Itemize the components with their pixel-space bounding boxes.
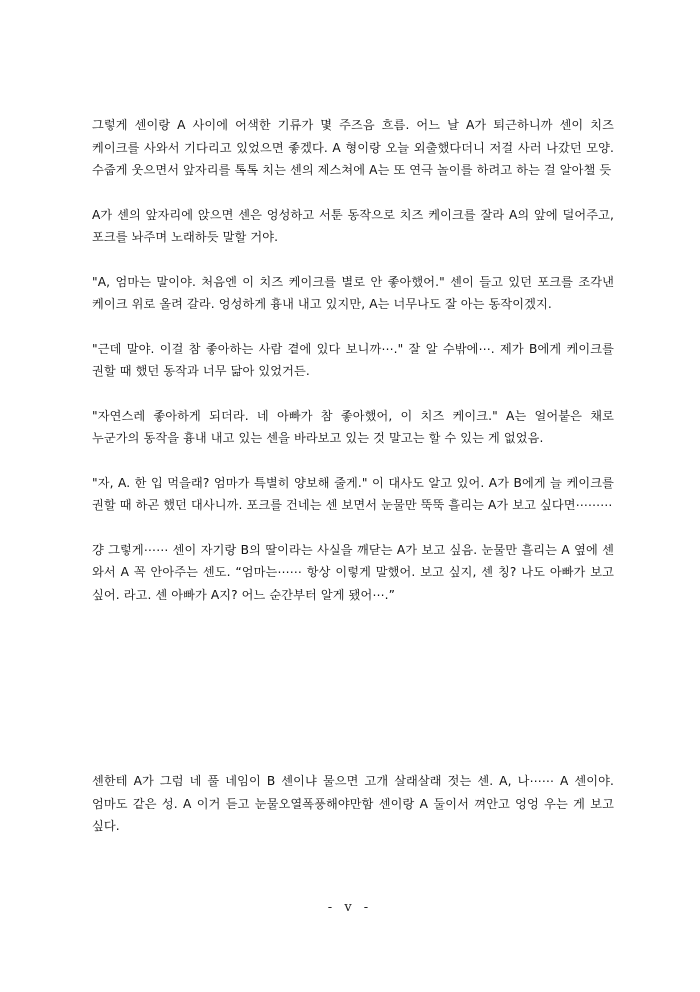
paragraph-7: 걍 그렇게⋯⋯ 센이 자기랑 B의 딸이라는 사실을 깨닫는 A가 보고 싶음. 눈물만 흘리는 A 옆에 센 와서 A 꼭 안아주는 센도. “엄마는⋯⋯ 항상 이렇게 말했어. 보고 싶지, 센 칭? 나도 아빠가 보고 싶어. 라고. 센 아빠가 A지? 어느 순간부터 알게 됐어⋯.” xyxy=(92,542,614,602)
paragraph-3: "A, 엄마는 말이야. 처음엔 이 치즈 케이크를 별로 안 좋아했어." 센이 들고 있던 포크를 조각낸 케이크 위로 올려 갈라. 엉성하게 흉내 내고 있지만, A는 너무나도 잘 아는 동작이겠지. xyxy=(92,274,614,311)
document-body xyxy=(92,114,614,628)
paragraph-1: 그렇게 센이랑 A 사이에 어색한 기류가 몇 주즈음 흐름. 어느 날 A가 퇴근하니까 센이 치즈 케이크를 사와서 기다리고 있었으면 좋겠다. A 형이랑 오늘 외출했다더니 저걸 사러 나갔던 모양. 수줍게 웃으면서 앞자리를 톡톡 치는 센의 제스쳐에 A는 또 연극 놀이를 하려고 하는 걸 알아챌 듯 xyxy=(92,118,614,177)
paragraph-6: "자, A. 한 입 먹을래? 엄마가 특별히 양보해 줄게." 이 대사도 알고 있어. A가 B에게 늘 케이크를 권할 때 하곤 했던 대사니까. 포크를 건네는 센 보면서 눈물만 뚝뚝 흘리는 A가 보고 싶다면⋯⋯⋯ xyxy=(92,475,614,512)
paragraph-4: "근데 말야. 이걸 참 좋아하는 사람 곁에 있다 보니까⋯." 잘 알 수밖에⋯. 제가 B에게 케이크를 권할 때 했던 동작과 너무 닮아 있었거든. xyxy=(92,341,614,378)
paragraph-8: 센한테 A가 그럼 네 풀 네임이 B 센이냐 물으면 고개 살래살래 젓는 센. A, 나⋯⋯ A 센이야. 엄마도 같은 성. A 이거 듣고 눈물오열폭풍해야만함 센이랑 A 둘이서 껴안고 엉엉 우는 게 보고 싶다. xyxy=(92,774,614,833)
paragraph-2: A가 센의 앞자리에 앉으면 센은 엉성하고 서툰 동작으로 치즈 케이크를 잘라 A의 앞에 덜어주고, 포크를 놔주며 노래하듯 말할 거야. xyxy=(92,207,614,244)
paragraph-5: "자연스레 좋아하게 되더라. 네 아빠가 참 좋아했어, 이 치즈 케이크." A는 얼어붙은 채로 누군가의 동작을 흉내 내고 있는 센을 바라보고 있는 것 말고는 할 수 있는 게 없었음. xyxy=(92,408,614,445)
page-number: - v - xyxy=(327,900,373,915)
